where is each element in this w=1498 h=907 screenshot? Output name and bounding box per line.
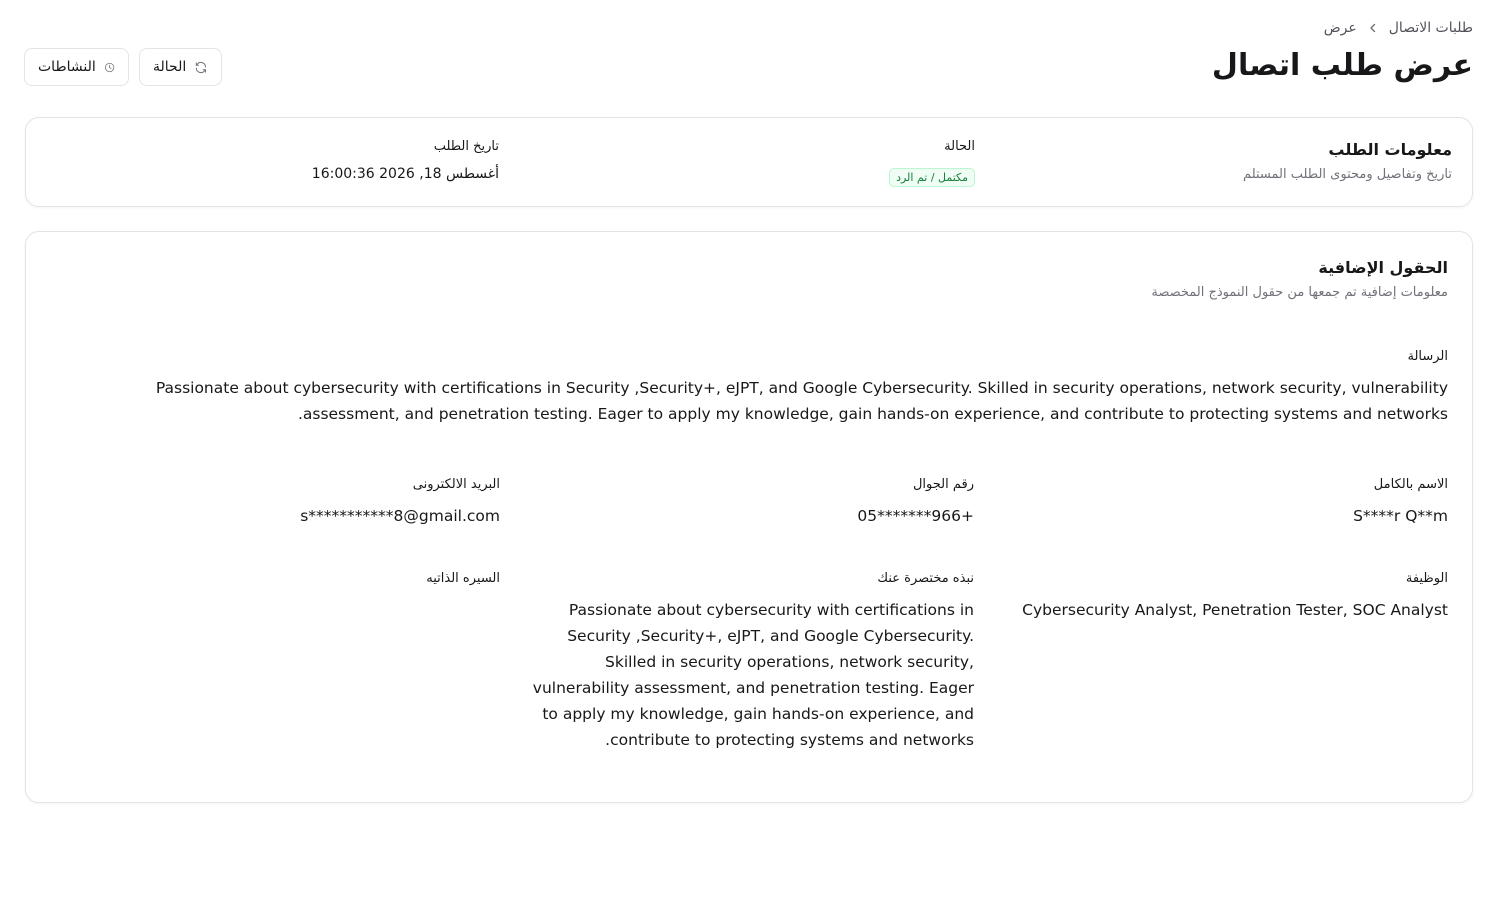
bio-value: Passionate about cybersecurity with certifications in Security ,Security+, eJPT, and Google Cybersecurity. Skilled in security operations, network security, vulnerability assessment, and penetration testing. Eager to apply my knowledge, gain hands-on experience, and contribute to protecting systems and networks.: [532, 601, 974, 749]
status-badge-wrap: [889, 166, 975, 187]
status-button-label: الحالة: [153, 59, 187, 75]
chevron-left-icon: [1367, 22, 1379, 34]
request-info-title: معلومات الطلب: [1328, 140, 1452, 159]
request-date-value: أغسطس 18, 2026 16:00:36: [311, 166, 499, 182]
header-actions: [24, 48, 222, 86]
email-value: s***********8@gmail.com: [300, 507, 500, 525]
refresh-icon: [194, 59, 208, 76]
breadcrumb-parent-link[interactable]: طلبات الاتصال: [1388, 20, 1473, 36]
request-info-subtitle: تاريخ وتفاصيل ومحتوى الطلب المستلم: [1243, 167, 1452, 182]
bio-label: نبذه مختصرة عنك: [877, 571, 974, 586]
activities-button-label: النشاطات: [38, 59, 96, 75]
cv-label: السيره الذاتيه: [426, 571, 500, 586]
status-label: الحالة: [944, 139, 975, 154]
activities-button[interactable]: [24, 48, 129, 86]
job-label: الوظيفة: [1405, 571, 1448, 586]
extra-fields-card: [25, 231, 1473, 803]
extra-fields-title: الحقول الإضافية: [1318, 258, 1448, 277]
message-label: الرسالة: [1407, 349, 1448, 364]
request-date-label: تاريخ الطلب: [433, 139, 499, 154]
full-name-value: S****r Q**m: [1353, 507, 1448, 525]
phone-value: +966*******05: [857, 507, 974, 525]
phone-label: رقم الجوال: [912, 477, 974, 492]
request-info-card: [25, 117, 1473, 207]
breadcrumb-current: عرض: [1323, 20, 1357, 36]
page-title: عرض طلب اتصال: [1211, 48, 1473, 83]
breadcrumb: [1324, 20, 1473, 36]
clock-icon: [104, 59, 115, 76]
job-value: Cybersecurity Analyst, Penetration Tester, SOC Analyst: [1022, 601, 1448, 619]
message-value: Passionate about cybersecurity with certifications in Security ,Security+, eJPT, and Google Cybersecurity. Skilled in security operations, network security, vulnerability assessment, and penetration testing. Eager to apply my knowledge, gain hands-on experience, and contribute to protecting systems and networks.: [155, 379, 1448, 423]
extra-fields-subtitle: معلومات إضافية تم جمعها من حقول النموذج المخصصة: [1151, 285, 1448, 300]
status-button[interactable]: [139, 48, 222, 86]
status-badge: مكتمل / تم الرد: [889, 168, 975, 187]
email-label: البريد الالكترونى: [412, 477, 500, 492]
full-name-label: الاسم بالكامل: [1373, 477, 1448, 492]
